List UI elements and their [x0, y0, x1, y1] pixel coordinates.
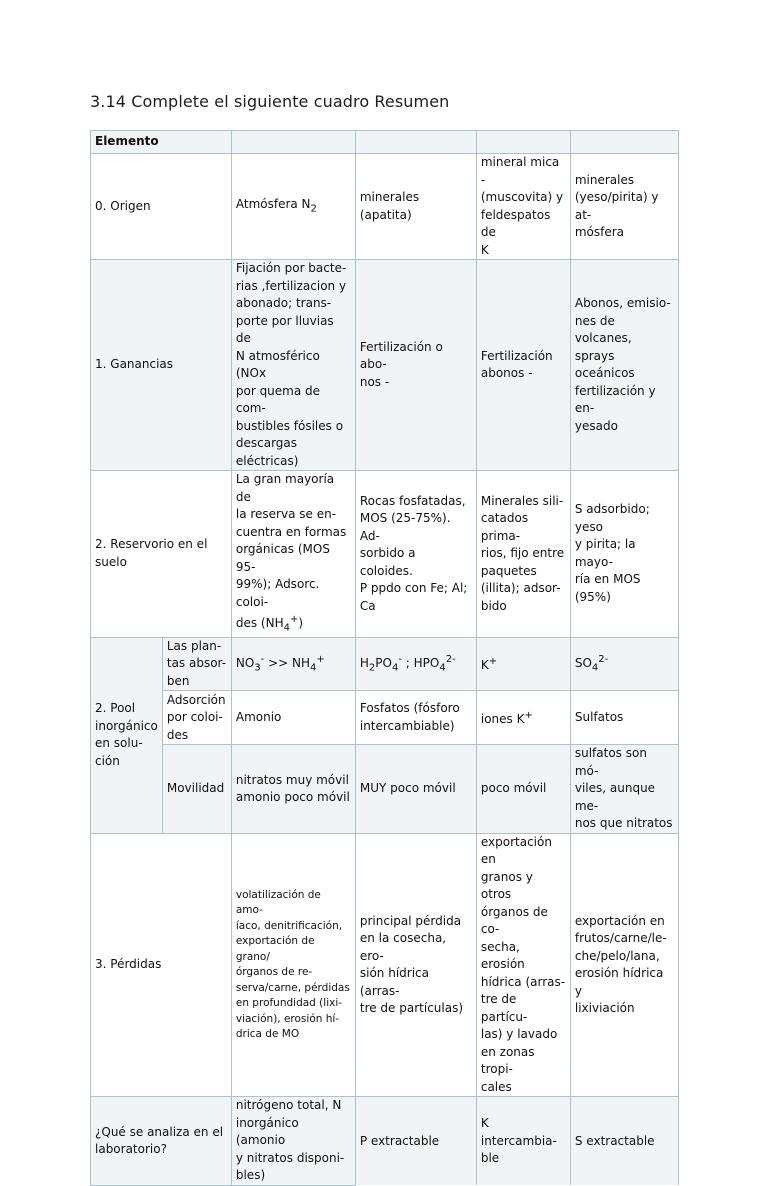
sub-row-label: Adsorción por coloi- des — [162, 691, 231, 745]
cell-s: exportación en frutos/carne/le- che/pelo/lana, erosión hídrica y lixiviación — [570, 833, 678, 1097]
table-row — [91, 154, 679, 260]
row-label: 2. Reservorio en el suelo — [91, 471, 232, 638]
cell-k: K+ — [476, 637, 570, 691]
cell-n: La gran mayoría de la reserva se en- cuentra en formas orgánicas (MOS 95- 99%); Adsorc. coloi- des $(NH_4^+)$ — [231, 471, 355, 638]
cell-k: iones K+ — [476, 691, 570, 745]
table-row — [91, 1097, 679, 1186]
header-k — [476, 131, 570, 154]
cell-k: exportación en granos y otros órganos de co- secha, erosión hídrica (arras- tre de partícu- las) y lavado en zonas tropi- cales — [476, 833, 570, 1097]
sub-row-label: Las plan- tas absor- ben — [162, 637, 231, 691]
table-row — [91, 691, 679, 745]
cell-p: MUY poco móvil — [355, 745, 476, 834]
table-row — [91, 833, 679, 1097]
table-header-row — [91, 131, 679, 154]
summary-table — [90, 130, 679, 1186]
header-s — [570, 131, 678, 154]
header-element: Elemento — [91, 131, 232, 154]
page-title: 3.14 Complete el siguiente cuadro Resumen — [90, 92, 450, 111]
cell-k: Minerales sili- catados prima- rios, fijo entre paquetes (illita); adsor- bido — [476, 471, 570, 638]
cell-n: volatilización de amo- íaco, denitrificación, exportación de grano/ órganos de re- serva/carne, pérdidas en profundidad (lixi- viación), erosión hí- drica de MO — [231, 833, 355, 1097]
cell-p: P extractable — [355, 1097, 476, 1186]
row-label: 1. Ganancias — [91, 260, 232, 471]
cell-s: Abonos, emisio- nes de volcanes, sprays oceánicos fertilización y en- yesado — [570, 260, 678, 471]
header-p — [355, 131, 476, 154]
cell-s: Sulfatos — [570, 691, 678, 745]
cell-p: minerales (apatita) — [355, 154, 476, 260]
header-n — [231, 131, 355, 154]
cell-s: sulfatos son mó- viles, aunque me- nos que nitratos — [570, 745, 678, 834]
cell-p: Rocas fosfatadas, MOS (25-75%). Ad- sorbido a coloides. P ppdo con Fe; Al; Ca — [355, 471, 476, 638]
cell-k: Fertilización abonos - — [476, 260, 570, 471]
cell-p: $H_2PO_4^-$ ; $HPO_4^{2-}$ — [355, 637, 476, 691]
table-row — [91, 260, 679, 471]
cell-n: $NO_3^- >> NH_4^+$ — [231, 637, 355, 691]
cell-p: Fertilización o abo- nos - — [355, 260, 476, 471]
cell-n: Atmósfera $N_2$ — [231, 154, 355, 260]
cell-k: poco móvil — [476, 745, 570, 834]
table-row — [91, 471, 679, 638]
cell-p: principal pérdida en la cosecha, ero- sión hídrica (arras- tre de partículas) — [355, 833, 476, 1097]
sub-row-label: Movilidad — [162, 745, 231, 834]
cell-n: Amonio — [231, 691, 355, 745]
cell-s: minerales (yeso/pirita) y at- mósfera — [570, 154, 678, 260]
cell-k: K intercambia- ble — [476, 1097, 570, 1186]
cell-p: Fosfatos (fósforo intercambiable) — [355, 691, 476, 745]
cell-n: nitratos muy móvil amonio poco móvil — [231, 745, 355, 834]
cell-s: S extractable — [570, 1097, 678, 1186]
cell-k: mineral mica - (muscovita) y feldespatos de K — [476, 154, 570, 260]
row-label: 0. Origen — [91, 154, 232, 260]
cell-n: Fijación por bacte- rias ,fertilizacion y abonado; trans- porte por lluvias de N atmosférico (NOx por quema de com- bustibles fósiles o descargas eléctricas) — [231, 260, 355, 471]
row-label: ¿Qué se analiza en el laboratorio? — [91, 1097, 232, 1186]
cell-s: S adsorbido; yeso y pirita; la mayo- ría en MOS (95%) — [570, 471, 678, 638]
cell-s: $SO_4^{2-}$ — [570, 637, 678, 691]
table-row — [91, 745, 679, 834]
row-label: 2. Pool inorgánico en solu- ción — [91, 637, 163, 833]
row-label: 3. Pérdidas — [91, 833, 232, 1097]
table-row — [91, 637, 679, 691]
cell-n: nitrógeno total, N inorgánico (amonio y nitratos disponi- bles) — [231, 1097, 355, 1186]
